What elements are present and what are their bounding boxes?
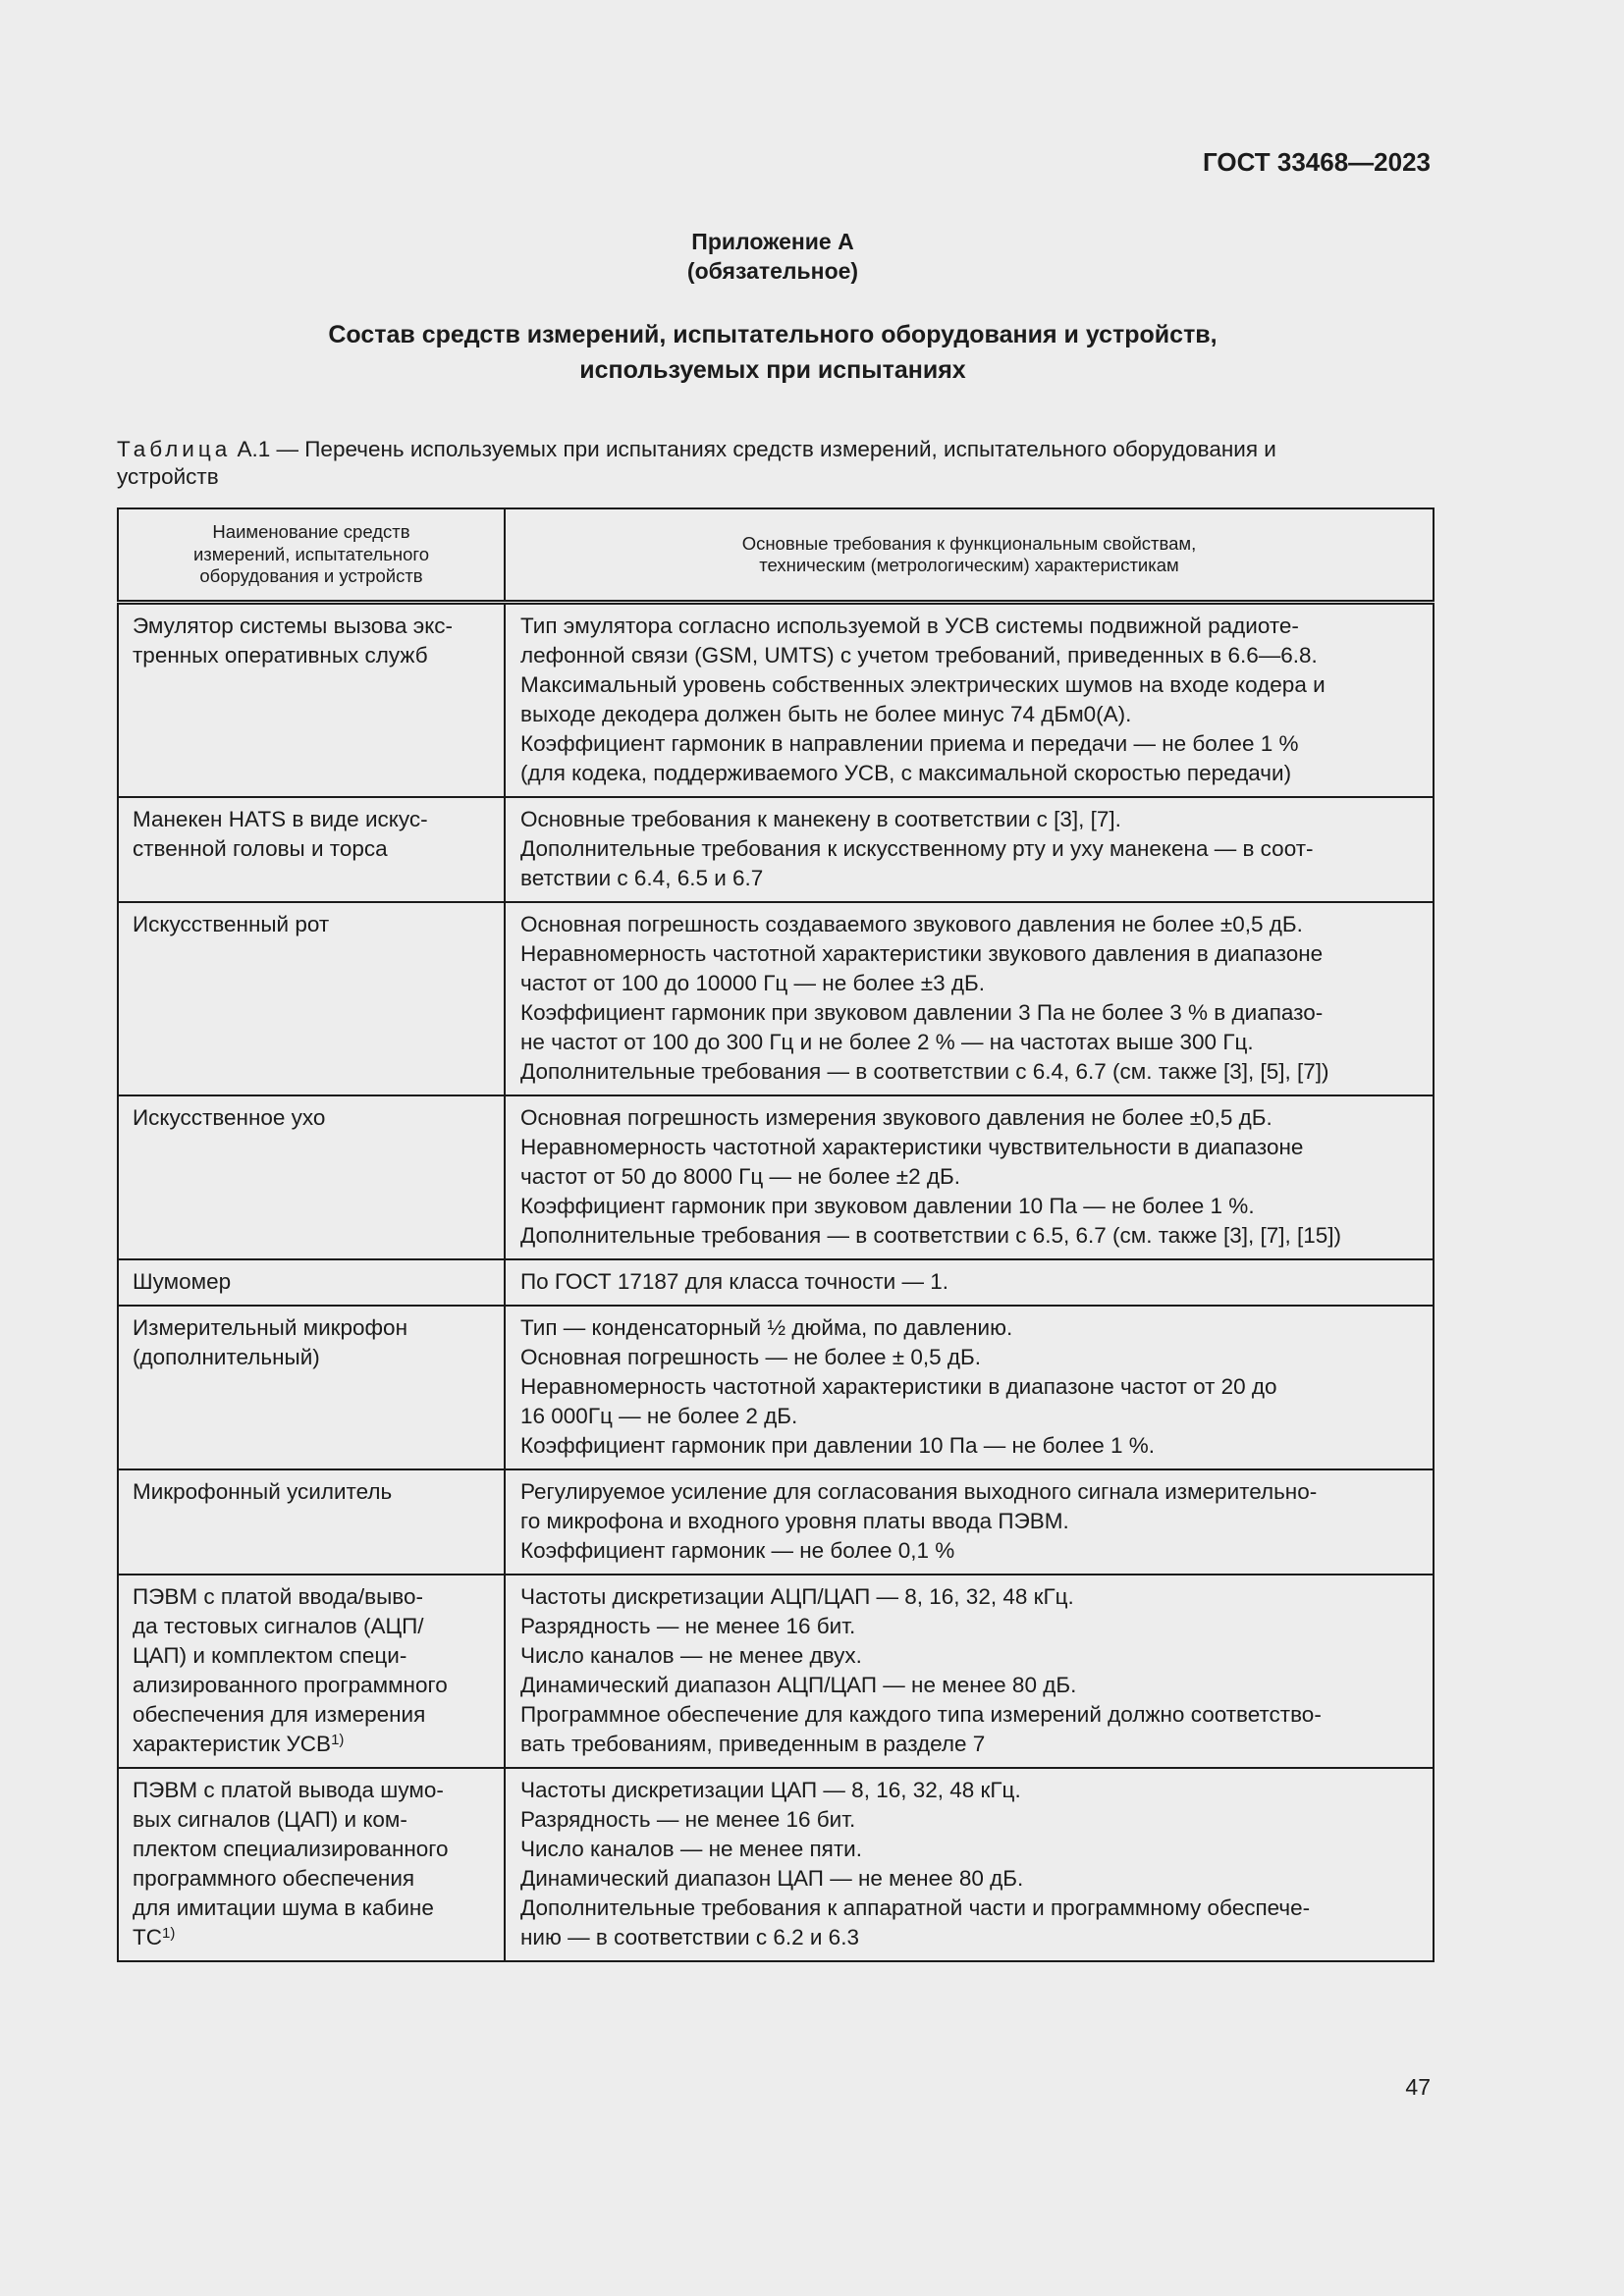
table-row <box>118 902 1434 1095</box>
requirement-line <box>520 864 1423 893</box>
requirements-table <box>117 507 1435 1962</box>
requirement-line <box>520 670 1423 700</box>
equipment-name-line <box>133 1612 494 1641</box>
requirement-line-text: Основные требования к манекену в соответствии с [3], [7]. <box>520 807 1121 831</box>
equipment-name-line-text: программного обеспечения <box>133 1866 415 1891</box>
equipment-name-cell <box>118 603 505 798</box>
requirement-line-text: Коэффициент гармоник в направлении приема и передачи — не более 1 % <box>520 731 1299 756</box>
equipment-name-line <box>133 1267 494 1297</box>
requirement-line-text: не частот от 100 до 300 Гц и не более 2 % — на частотах выше 300 Гц. <box>520 1030 1254 1054</box>
requirement-line-text: Динамический диапазон АЦП/ЦАП — не менее 80 дБ. <box>520 1673 1077 1697</box>
equipment-name-line <box>133 1582 494 1612</box>
requirement-line-text: Коэффициент гармоник при звуковом давлении 3 Па не более 3 % в диапазо- <box>520 1000 1324 1025</box>
equipment-name-line-text: вых сигналов (ЦАП) и ком- <box>133 1807 407 1832</box>
table-row <box>118 603 1434 798</box>
equipment-name-line <box>133 910 494 939</box>
equipment-name-line-text: Измерительный микрофон <box>133 1315 407 1340</box>
equipment-name-cell <box>118 1469 505 1575</box>
requirement-line <box>520 1864 1423 1894</box>
equipment-name-line <box>133 1700 494 1730</box>
requirement-line <box>520 834 1423 864</box>
table-row <box>118 1306 1434 1469</box>
equipment-name-line <box>133 1776 494 1805</box>
requirement-line-text: Тип — конденсаторный ½ дюйма, по давлению. <box>520 1315 1013 1340</box>
requirements-cell <box>505 1768 1434 1961</box>
table-row <box>118 1469 1434 1575</box>
requirement-line-text: Дополнительные требования к искусственному рту и уху манекена — в соот- <box>520 836 1314 861</box>
requirement-line-text: Коэффициент гармоник при давлении 10 Па — не более 1 %. <box>520 1433 1155 1458</box>
requirement-line-text: Дополнительные требования — в соответствии с 6.5, 6.7 (см. также [3], [7], [15]) <box>520 1223 1342 1248</box>
header-line-text: Основные требования к функциональным свойствам, <box>741 532 1197 554</box>
requirement-line <box>520 1894 1423 1923</box>
table-header-row <box>118 508 1434 603</box>
table-caption-text: А.1 — Перечень используемых при испытаниях средств измерений, испытательного оборудования и <box>231 437 1276 461</box>
requirement-line <box>520 1103 1423 1133</box>
equipment-name-line <box>133 1835 494 1864</box>
requirement-line-text: лефонной связи (GSM, UMTS) с учетом требований, приведенных в 6.6—6.8. <box>520 643 1318 667</box>
requirement-line <box>520 1835 1423 1864</box>
equipment-name-line-text: характеристик УСВ <box>133 1732 332 1756</box>
requirement-line-text: По ГОСТ 17187 для класса точности — 1. <box>520 1269 948 1294</box>
equipment-name-line <box>133 1864 494 1894</box>
page-number: 47 <box>1405 2074 1431 2100</box>
requirements-cell <box>505 603 1434 798</box>
requirement-line-text: нию — в соответствии с 6.2 и 6.3 <box>520 1925 859 1949</box>
table-caption-text: устройств <box>117 464 219 489</box>
equipment-name-line-text: ТС <box>133 1925 162 1949</box>
appendix-title-line: Состав средств измерений, испытательного оборудования и устройств, <box>328 321 1218 348</box>
equipment-name-cell <box>118 797 505 902</box>
equipment-name-line-text: ЦАП) и комплектом специ- <box>133 1643 407 1668</box>
requirement-line-text: Частоты дискретизации АЦП/ЦАП — 8, 16, 32, 48 кГц. <box>520 1584 1074 1609</box>
requirement-line <box>520 1582 1423 1612</box>
equipment-name-line-text: плектом специализированного <box>133 1837 449 1861</box>
table-row <box>118 1768 1434 1961</box>
footnote-marker: 1) <box>331 1732 345 1748</box>
requirement-line-text: Динамический диапазон ЦАП — не менее 80 дБ. <box>520 1866 1024 1891</box>
equipment-name-cell <box>118 902 505 1095</box>
requirements-cell <box>505 1306 1434 1469</box>
equipment-name-line-text: да тестовых сигналов (АЦП/ <box>133 1614 424 1638</box>
requirement-line <box>520 1372 1423 1402</box>
requirement-line-text: Основная погрешность измерения звукового давления не более ±0,5 дБ. <box>520 1105 1272 1130</box>
requirement-line-text: Коэффициент гармоник — не более 0,1 % <box>520 1538 955 1563</box>
table-row <box>118 797 1434 902</box>
header-line-text: измерений, испытательного <box>192 543 430 564</box>
requirement-line <box>520 1671 1423 1700</box>
equipment-name-line-text: обеспечения для измерения <box>133 1702 426 1727</box>
requirement-line <box>520 1267 1423 1297</box>
requirements-cell <box>505 1259 1434 1306</box>
requirement-line <box>520 1133 1423 1162</box>
requirement-line-text: Основная погрешность — не более ± 0,5 дБ. <box>520 1345 981 1369</box>
requirement-line <box>520 1477 1423 1507</box>
requirement-line-text: Разрядность — не менее 16 бит. <box>520 1614 856 1638</box>
requirements-cell <box>505 1469 1434 1575</box>
equipment-name-line-text: Эмулятор системы вызова экс- <box>133 614 454 638</box>
equipment-name-line <box>133 1641 494 1671</box>
requirement-line <box>520 805 1423 834</box>
requirement-line <box>520 1641 1423 1671</box>
column-header-name <box>118 508 505 603</box>
equipment-name-line-text: тренных оперативных служб <box>133 643 428 667</box>
equipment-name-line <box>133 641 494 670</box>
requirement-line-text: Тип эмулятора согласно используемой в УСВ системы подвижной радиоте- <box>520 614 1299 638</box>
requirement-line-text: вать требованиям, приведенным в разделе 7 <box>520 1732 986 1756</box>
equipment-name-line <box>133 834 494 864</box>
requirement-line <box>520 700 1423 729</box>
header-line <box>125 565 498 588</box>
equipment-name-line <box>133 805 494 834</box>
equipment-name-line <box>133 1477 494 1507</box>
requirement-line <box>520 1776 1423 1805</box>
requirements-cell <box>505 902 1434 1095</box>
requirement-line-text: Основная погрешность создаваемого звукового давления не более ±0,5 дБ. <box>520 912 1303 936</box>
requirement-line <box>520 729 1423 759</box>
requirement-line <box>520 939 1423 969</box>
equipment-name-cell <box>118 1768 505 1961</box>
table-caption <box>117 436 1433 491</box>
equipment-name-line-text: ственной головы и торса <box>133 836 388 861</box>
requirement-line <box>520 1343 1423 1372</box>
equipment-name-line-text: Искусственное ухо <box>133 1105 326 1130</box>
appendix-status: (обязательное) <box>686 258 859 284</box>
requirements-cell <box>505 1575 1434 1768</box>
requirement-line-text: Неравномерность частотной характеристики в диапазоне частот от 20 до <box>520 1374 1277 1399</box>
footnote-marker: 1) <box>162 1925 176 1942</box>
requirements-cell <box>505 797 1434 902</box>
requirement-line-text: Неравномерность частотной характеристики чувствительности в диапазоне <box>520 1135 1304 1159</box>
appendix-title <box>0 317 1545 388</box>
requirement-line-text: го микрофона и входного уровня платы ввода ПЭВМ. <box>520 1509 1069 1533</box>
requirement-line <box>520 1402 1423 1431</box>
requirement-line-text: Дополнительные требования — в соответствии с 6.4, 6.7 (см. также [3], [5], [7]) <box>520 1059 1329 1084</box>
column-header-requirements <box>505 508 1434 603</box>
table-row <box>118 1095 1434 1259</box>
requirement-line <box>520 759 1423 788</box>
requirement-line <box>520 1028 1423 1057</box>
requirement-line-text: Регулируемое усиление для согласования выходного сигнала измерительно- <box>520 1479 1318 1504</box>
requirement-line <box>520 1805 1423 1835</box>
requirement-line <box>520 612 1423 641</box>
table-caption-prefix: Таблица <box>117 437 232 461</box>
requirement-line-text: Дополнительные требования к аппаратной части и программному обеспече- <box>520 1896 1311 1920</box>
requirement-line <box>520 1221 1423 1251</box>
table-row <box>118 1259 1434 1306</box>
requirements-cell <box>505 1095 1434 1259</box>
equipment-name-cell <box>118 1575 505 1768</box>
requirement-line <box>520 998 1423 1028</box>
requirement-line <box>520 910 1423 939</box>
equipment-name-line-text: ПЭВМ с платой вывода шумо- <box>133 1778 444 1802</box>
requirement-line-text: Программное обеспечение для каждого типа измерений должно соответство- <box>520 1702 1322 1727</box>
requirement-line <box>520 969 1423 998</box>
requirement-line-text: частот от 50 до 8000 Гц — не более ±2 дБ. <box>520 1164 961 1189</box>
requirement-line <box>520 1536 1423 1566</box>
requirement-line <box>520 1057 1423 1087</box>
requirement-line-text: ветствии с 6.4, 6.5 и 6.7 <box>520 866 764 890</box>
document-code: ГОСТ 33468—2023 <box>1203 147 1431 177</box>
equipment-name-line-text: ПЭВМ с платой ввода/выво- <box>133 1584 423 1609</box>
requirement-line <box>520 641 1423 670</box>
requirement-line-text: Разрядность — не менее 16 бит. <box>520 1807 856 1832</box>
equipment-name-line <box>133 1894 494 1923</box>
requirement-line <box>520 1162 1423 1192</box>
requirement-line <box>520 1700 1423 1730</box>
requirement-line-text: Число каналов — не менее двух. <box>520 1643 862 1668</box>
requirement-line <box>520 1730 1423 1759</box>
requirement-line <box>520 1507 1423 1536</box>
header-line-text: оборудования и устройств <box>199 565 423 587</box>
equipment-name-cell <box>118 1259 505 1306</box>
requirement-line-text: 16 000Гц — не более 2 дБ. <box>520 1404 798 1428</box>
requirement-line <box>520 1923 1423 1952</box>
equipment-name-line <box>133 1103 494 1133</box>
requirement-line-text: Число каналов — не менее пяти. <box>520 1837 862 1861</box>
equipment-name-line <box>133 1923 494 1952</box>
requirement-line <box>520 1431 1423 1461</box>
appendix-heading <box>0 227 1545 286</box>
header-line <box>125 544 498 566</box>
header-line <box>125 521 498 544</box>
header-line-text: Наименование средств <box>212 521 410 543</box>
header-line-text: техническим (метрологическим) характеристикам <box>759 555 1179 575</box>
equipment-name-line-text: Манекен HATS в виде искус- <box>133 807 428 831</box>
requirement-line-text: Максимальный уровень собственных электрических шумов на входе кодера и <box>520 672 1326 697</box>
requirement-line-text: Неравномерность частотной характеристики звукового давления в диапазоне <box>520 941 1324 966</box>
equipment-name-line-text: Шумомер <box>133 1269 232 1294</box>
requirement-line-text: (для кодека, поддерживаемого УСВ, с максимальной скоростью передачи) <box>520 761 1292 785</box>
requirement-line <box>520 1612 1423 1641</box>
equipment-name-line <box>133 1343 494 1372</box>
requirement-line-text: частот от 100 до 10000 Гц — не более ±3 дБ. <box>520 971 986 995</box>
equipment-name-cell <box>118 1095 505 1259</box>
equipment-name-line-text: (дополнительный) <box>133 1345 320 1369</box>
equipment-name-line-text: ализированного программного <box>133 1673 448 1697</box>
equipment-name-line-text: для имитации шума в кабине <box>133 1896 434 1920</box>
equipment-name-cell <box>118 1306 505 1469</box>
equipment-name-line-text: Микрофонный усилитель <box>133 1479 393 1504</box>
appendix-title-line: используемых при испытаниях <box>579 356 966 384</box>
requirement-line-text: Коэффициент гармоник при звуковом давлении 10 Па — не более 1 %. <box>520 1194 1255 1218</box>
appendix-label: Приложение А <box>691 229 854 254</box>
equipment-name-line-text: Искусственный рот <box>133 912 330 936</box>
equipment-name-line <box>133 612 494 641</box>
requirement-line-text: выходе декодера должен быть не более минус 74 дБм0(А). <box>520 702 1132 726</box>
header-line <box>512 533 1427 556</box>
header-line <box>512 555 1427 577</box>
equipment-name-line <box>133 1671 494 1700</box>
equipment-name-line <box>133 1313 494 1343</box>
equipment-name-line <box>133 1730 494 1759</box>
requirement-line <box>520 1313 1423 1343</box>
equipment-name-line <box>133 1805 494 1835</box>
requirement-line <box>520 1192 1423 1221</box>
requirement-line-text: Частоты дискретизации ЦАП — 8, 16, 32, 48 кГц. <box>520 1778 1021 1802</box>
table-row <box>118 1575 1434 1768</box>
